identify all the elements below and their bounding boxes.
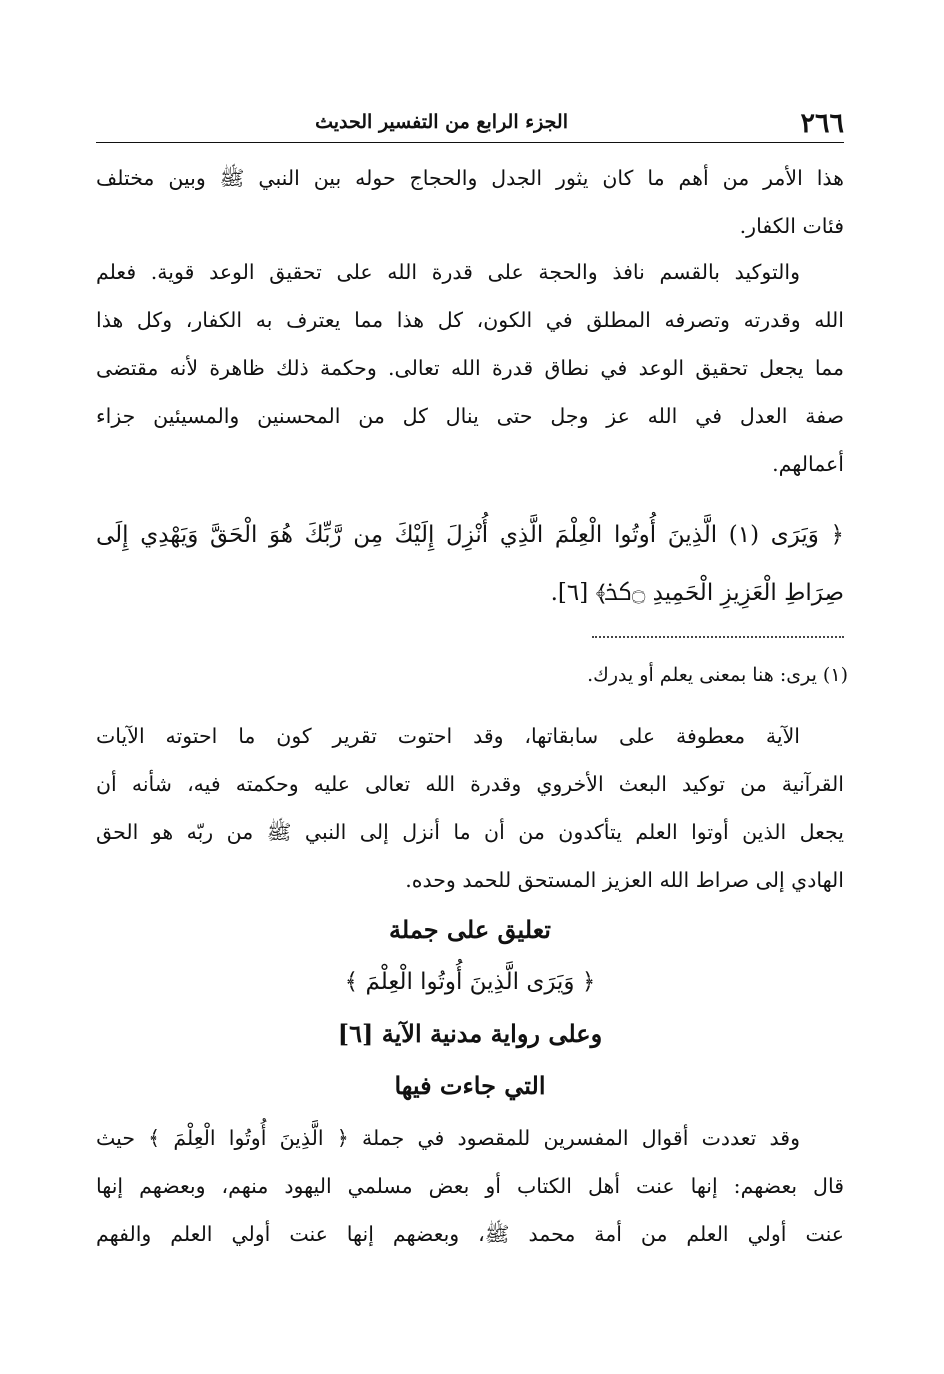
section-heading bbox=[96, 904, 844, 1112]
paragraph-line: الهادي إلى صراط الله العزيز المستحق للحمد وحده. bbox=[405, 868, 844, 892]
footnote: (١) يرى: هنا بمعنى يعلم أو يدرك. bbox=[587, 664, 848, 686]
paragraph-line: مما يجعل تحقيق الوعد في نطاق قدرة الله تعالى. وحكمة ذلك ظاهرة لأنه مقتضى bbox=[96, 356, 844, 380]
paragraph-1 bbox=[96, 154, 844, 250]
header-rule bbox=[96, 142, 844, 143]
paragraph-line: فئات الكفار. bbox=[739, 214, 844, 238]
paragraph-line: الله وقدرته وتصرفه المطلق في الكون، كل هذا مما يعترف به الكفار، وكل هذا bbox=[96, 308, 844, 332]
heading-line: التي جاءت فيها bbox=[394, 1071, 546, 1100]
quran-verse bbox=[96, 506, 844, 622]
paragraph-line: والتوكيد بالقسم نافذ والحجة على قدرة الله على تحقيق الوعد قوية. فعلم bbox=[96, 260, 800, 284]
paragraph-line: وقد تعددت أقوال المفسرين للمقصود في جملة ﴿ الَّذِينَ أُوتُوا الْعِلْمَ ﴾ حيث bbox=[96, 1126, 800, 1150]
paragraph-2 bbox=[96, 248, 844, 488]
paragraph-line: صفة العدل في الله عز وجل حتى ينال كل من المحسنين والمسيئين جزاء bbox=[96, 404, 844, 428]
paragraph-line: هذا الأمر من أهم ما كان يثور الجدل والحجاج حوله بين النبي ﷺ وبين مختلف bbox=[96, 166, 844, 190]
paragraph-line: عنت أولي العلم من أمة محمد ﷺ، وبعضهم إنها عنت أولي العلم والفهم bbox=[96, 1222, 844, 1246]
heading-line: وعلى رواية مدنية الآية [٦] bbox=[337, 1019, 603, 1048]
heading-line: تعليق على جملة bbox=[389, 915, 551, 944]
running-title: الجزء الرابع من التفسير الحديث bbox=[315, 111, 568, 133]
paragraph-line: الآية معطوفة على سابقاتها، وقد احتوت تقرير كون ما احتوته الآيات bbox=[96, 724, 800, 748]
paragraph-line: أعمالهم. bbox=[772, 452, 844, 476]
page-header bbox=[96, 104, 844, 140]
paragraph-line: يجعل الذين أوتوا العلم يتأكدون من أن ما أنزل إلى النبي ﷺ من ربّه هو الحق bbox=[96, 820, 844, 844]
paragraph-line: القرآنية من توكيد البعث الأخروي وقدرة الله تعالى عليه وحكمته فيه، شأنه أن bbox=[96, 772, 844, 796]
heading-verse: ﴿ وَيَرَى الَّذِينَ أُوتُوا الْعِلْمَ ﴾ bbox=[344, 969, 596, 995]
paragraph-4 bbox=[96, 1114, 844, 1258]
verse-line: ﴿ وَيَرَى (١) الَّذِينَ أُوتُوا الْعِلْمَ الَّذِي أُنْزِلَ إِلَيْكَ مِن رَّبِّكَ هُوَ الْحَقَّ وَيَهْدِي إِلَى bbox=[96, 522, 844, 548]
paragraph-3 bbox=[96, 712, 844, 904]
paragraph-line: قال بعضهم: إنها عنت أهل الكتاب أو بعض مسلمي اليهود منهم، وبعضهم إنها bbox=[96, 1174, 844, 1198]
page-number: ٢٦٦ bbox=[800, 108, 844, 139]
footnote-separator bbox=[592, 636, 844, 638]
verse-line: صِرَاطِ الْعَزِيزِ الْحَمِيدِ ۝ﳆ﴾ [٦]. bbox=[550, 580, 844, 606]
